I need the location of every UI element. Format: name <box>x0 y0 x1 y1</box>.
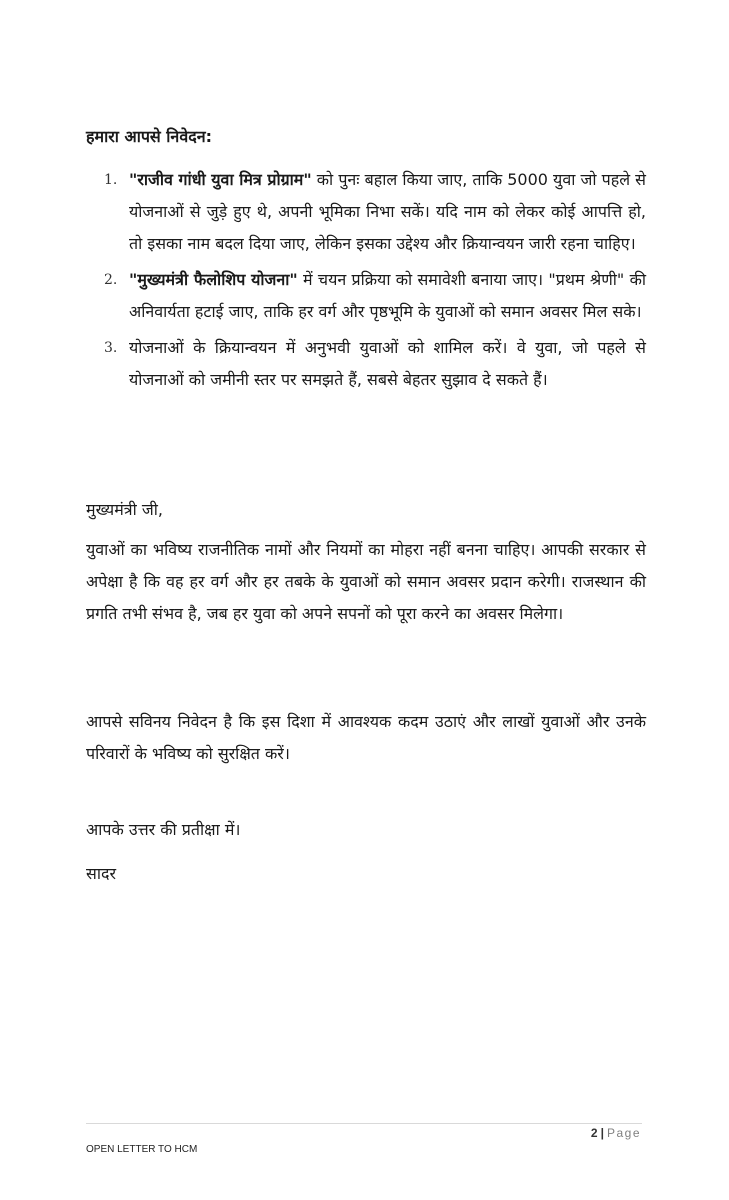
list-text: योजनाओं के क्रियान्वयन में अनुभवी युवाओं को शामिल करें। वे युवा, जो पहले से योजनाओं को जमीनी स्तर पर समझते हैं, सबसे बेहतर सुझाव दे सकते हैं। <box>129 338 646 389</box>
closing-line: आपके उत्तर की प्रतीक्षा में। <box>86 820 241 839</box>
list-item <box>86 164 646 260</box>
list-number: 2. <box>104 272 118 288</box>
salutation: मुख्यमंत्री जी, <box>86 500 163 519</box>
list-number: 1. <box>104 172 118 188</box>
page-number <box>591 1126 641 1140</box>
request-heading: हमारा आपसे निवेदन: <box>86 127 212 146</box>
footer-divider <box>86 1123 642 1124</box>
body-paragraph-2: आपसे सविनय निवेदन है कि इस दिशा में आवश्यक कदम उठाएं और लाखों युवाओं और उनके परिवारों के भविष्य को सुरक्षित करें। <box>86 712 646 763</box>
scheme-name: "मुख्यमंत्री फैलोशिप योजना" <box>129 270 298 289</box>
list-item <box>86 332 646 396</box>
scheme-name: "राजीव गांधी युवा मित्र प्रोग्राम" <box>129 170 312 189</box>
list-text: में चयन प्रक्रिया को समावेशी बनाया जाए। "प्रथम श्रेणी" की अनिवार्यता हटाई जाए, ताकि हर वर्ग और पृष्ठभूमि के युवाओं को समान अवसर मिल सके। <box>129 270 647 321</box>
list-number: 3. <box>104 340 118 356</box>
request-list <box>86 164 646 400</box>
page-number-value: 2 <box>590 1126 598 1140</box>
list-item <box>86 264 646 328</box>
list-text: को पुनः बहाल किया जाए, ताकि 5000 युवा जो पहले से योजनाओं से जुड़े हुए थे, अपनी भूमिका निभा सकें। यदि नाम को लेकर कोई आपत्ति हो, तो इसका नाम बदल दिया जाए, लेकिन इसका उद्देश्य और क्रियान्वयन जारी रहना चाहिए। <box>129 170 646 253</box>
page-label: Page <box>606 1126 641 1140</box>
body-paragraph-1: युवाओं का भविष्य राजनीतिक नामों और नियमों का मोहरा नहीं बनना चाहिए। आपकी सरकार से अपेक्षा है कि वह हर वर्ग और हर तबके के युवाओं को समान अवसर प्रदान करेगी। राजस्थान की प्रगति तभी संभव है, जब हर युवा को अपने सपनों को पूरा करने का अवसर मिलेगा। <box>86 540 646 623</box>
signoff: सादर <box>86 864 117 883</box>
page-separator: | <box>600 1126 604 1140</box>
footer-title: OPEN LETTER TO HCM <box>86 1144 198 1155</box>
